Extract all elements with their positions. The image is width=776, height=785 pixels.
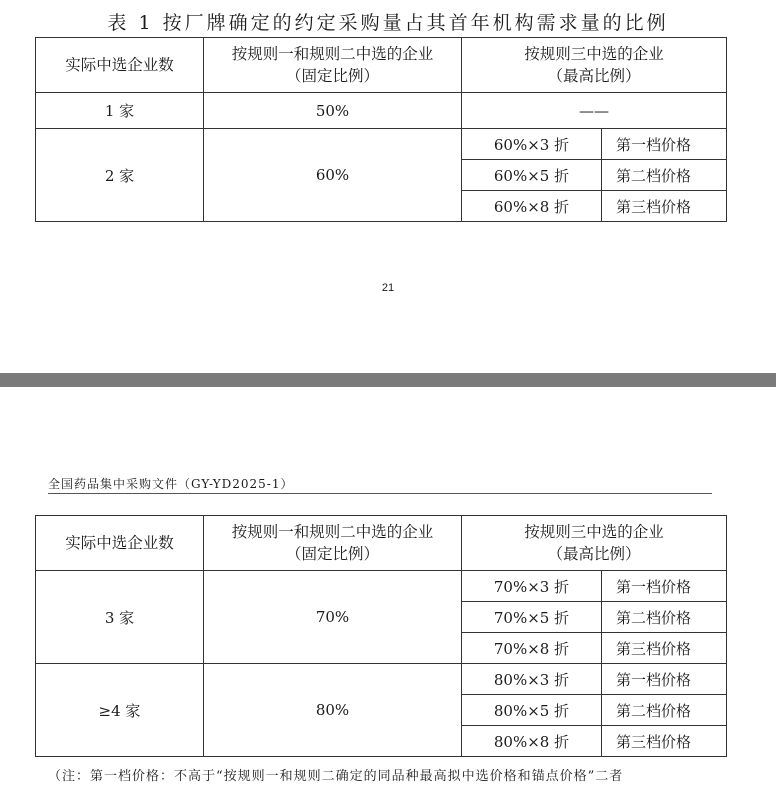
- enterprise-count-cell: 2 家: [36, 129, 204, 222]
- tier-cell: 第三档价格: [602, 191, 727, 222]
- ratio-cell: 80%×8 折: [462, 726, 602, 757]
- page-top: [0, 0, 776, 373]
- header-enterprise-count: 实际中选企业数: [36, 38, 204, 93]
- table-header-row: [36, 516, 727, 571]
- ratio-cell: 70%×5 折: [462, 602, 602, 633]
- ratio-cell: 60%×8 折: [462, 191, 602, 222]
- ratio-cell: 80%×5 折: [462, 695, 602, 726]
- page-bottom: [0, 387, 776, 785]
- header-rule: [48, 493, 712, 494]
- table-row: [36, 571, 727, 602]
- header-fixed-ratio: 按规则一和规则二中选的企业 （固定比例）: [204, 516, 462, 571]
- tier-cell: 第三档价格: [602, 633, 727, 664]
- table-row: [36, 93, 727, 129]
- enterprise-count-cell: 3 家: [36, 571, 204, 664]
- header-enterprise-count: 实际中选企业数: [36, 516, 204, 571]
- fixed-ratio-cell: 50%: [204, 93, 462, 129]
- tier-cell: 第一档价格: [602, 664, 727, 695]
- max-ratio-cell: ——: [462, 93, 727, 129]
- table-note: （注：第一档价格：不高于“按规则一和规则二确定的同品种最高拟中选价格和锚点价格”二者: [48, 769, 624, 784]
- header-fixed-ratio: 按规则一和规则二中选的企业 （固定比例）: [204, 38, 462, 93]
- table-header-row: [36, 38, 727, 93]
- tier-cell: 第一档价格: [602, 571, 727, 602]
- header-max-ratio: 按规则三中选的企业 （最高比例）: [462, 38, 727, 93]
- tier-cell: 第二档价格: [602, 695, 727, 726]
- table-caption: 表 1 按厂牌确定的约定采购量占其首年机构需求量的比例: [107, 12, 669, 34]
- tier-cell: 第一档价格: [602, 129, 727, 160]
- quota-table-1: [35, 37, 727, 222]
- tier-cell: 第二档价格: [602, 160, 727, 191]
- ratio-cell: 60%×3 折: [462, 129, 602, 160]
- quota-table-2: [35, 515, 727, 757]
- ratio-cell: 80%×3 折: [462, 664, 602, 695]
- ratio-cell: 70%×8 折: [462, 633, 602, 664]
- header-max-ratio: 按规则三中选的企业 （最高比例）: [462, 516, 727, 571]
- ratio-cell: 60%×5 折: [462, 160, 602, 191]
- fixed-ratio-cell: 60%: [204, 129, 462, 222]
- page-number: 21: [381, 282, 395, 294]
- ratio-cell: 70%×3 折: [462, 571, 602, 602]
- document-header: 全国药品集中采购文件（GY-YD2025-1）: [48, 477, 294, 491]
- tier-cell: 第三档价格: [602, 726, 727, 757]
- table-row: [36, 129, 727, 160]
- enterprise-count-cell: ≥4 家: [36, 664, 204, 757]
- fixed-ratio-cell: 70%: [204, 571, 462, 664]
- tier-cell: 第二档价格: [602, 602, 727, 633]
- enterprise-count-cell: 1 家: [36, 93, 204, 129]
- fixed-ratio-cell: 80%: [204, 664, 462, 757]
- table-row: [36, 664, 727, 695]
- page-separator: [0, 373, 776, 387]
